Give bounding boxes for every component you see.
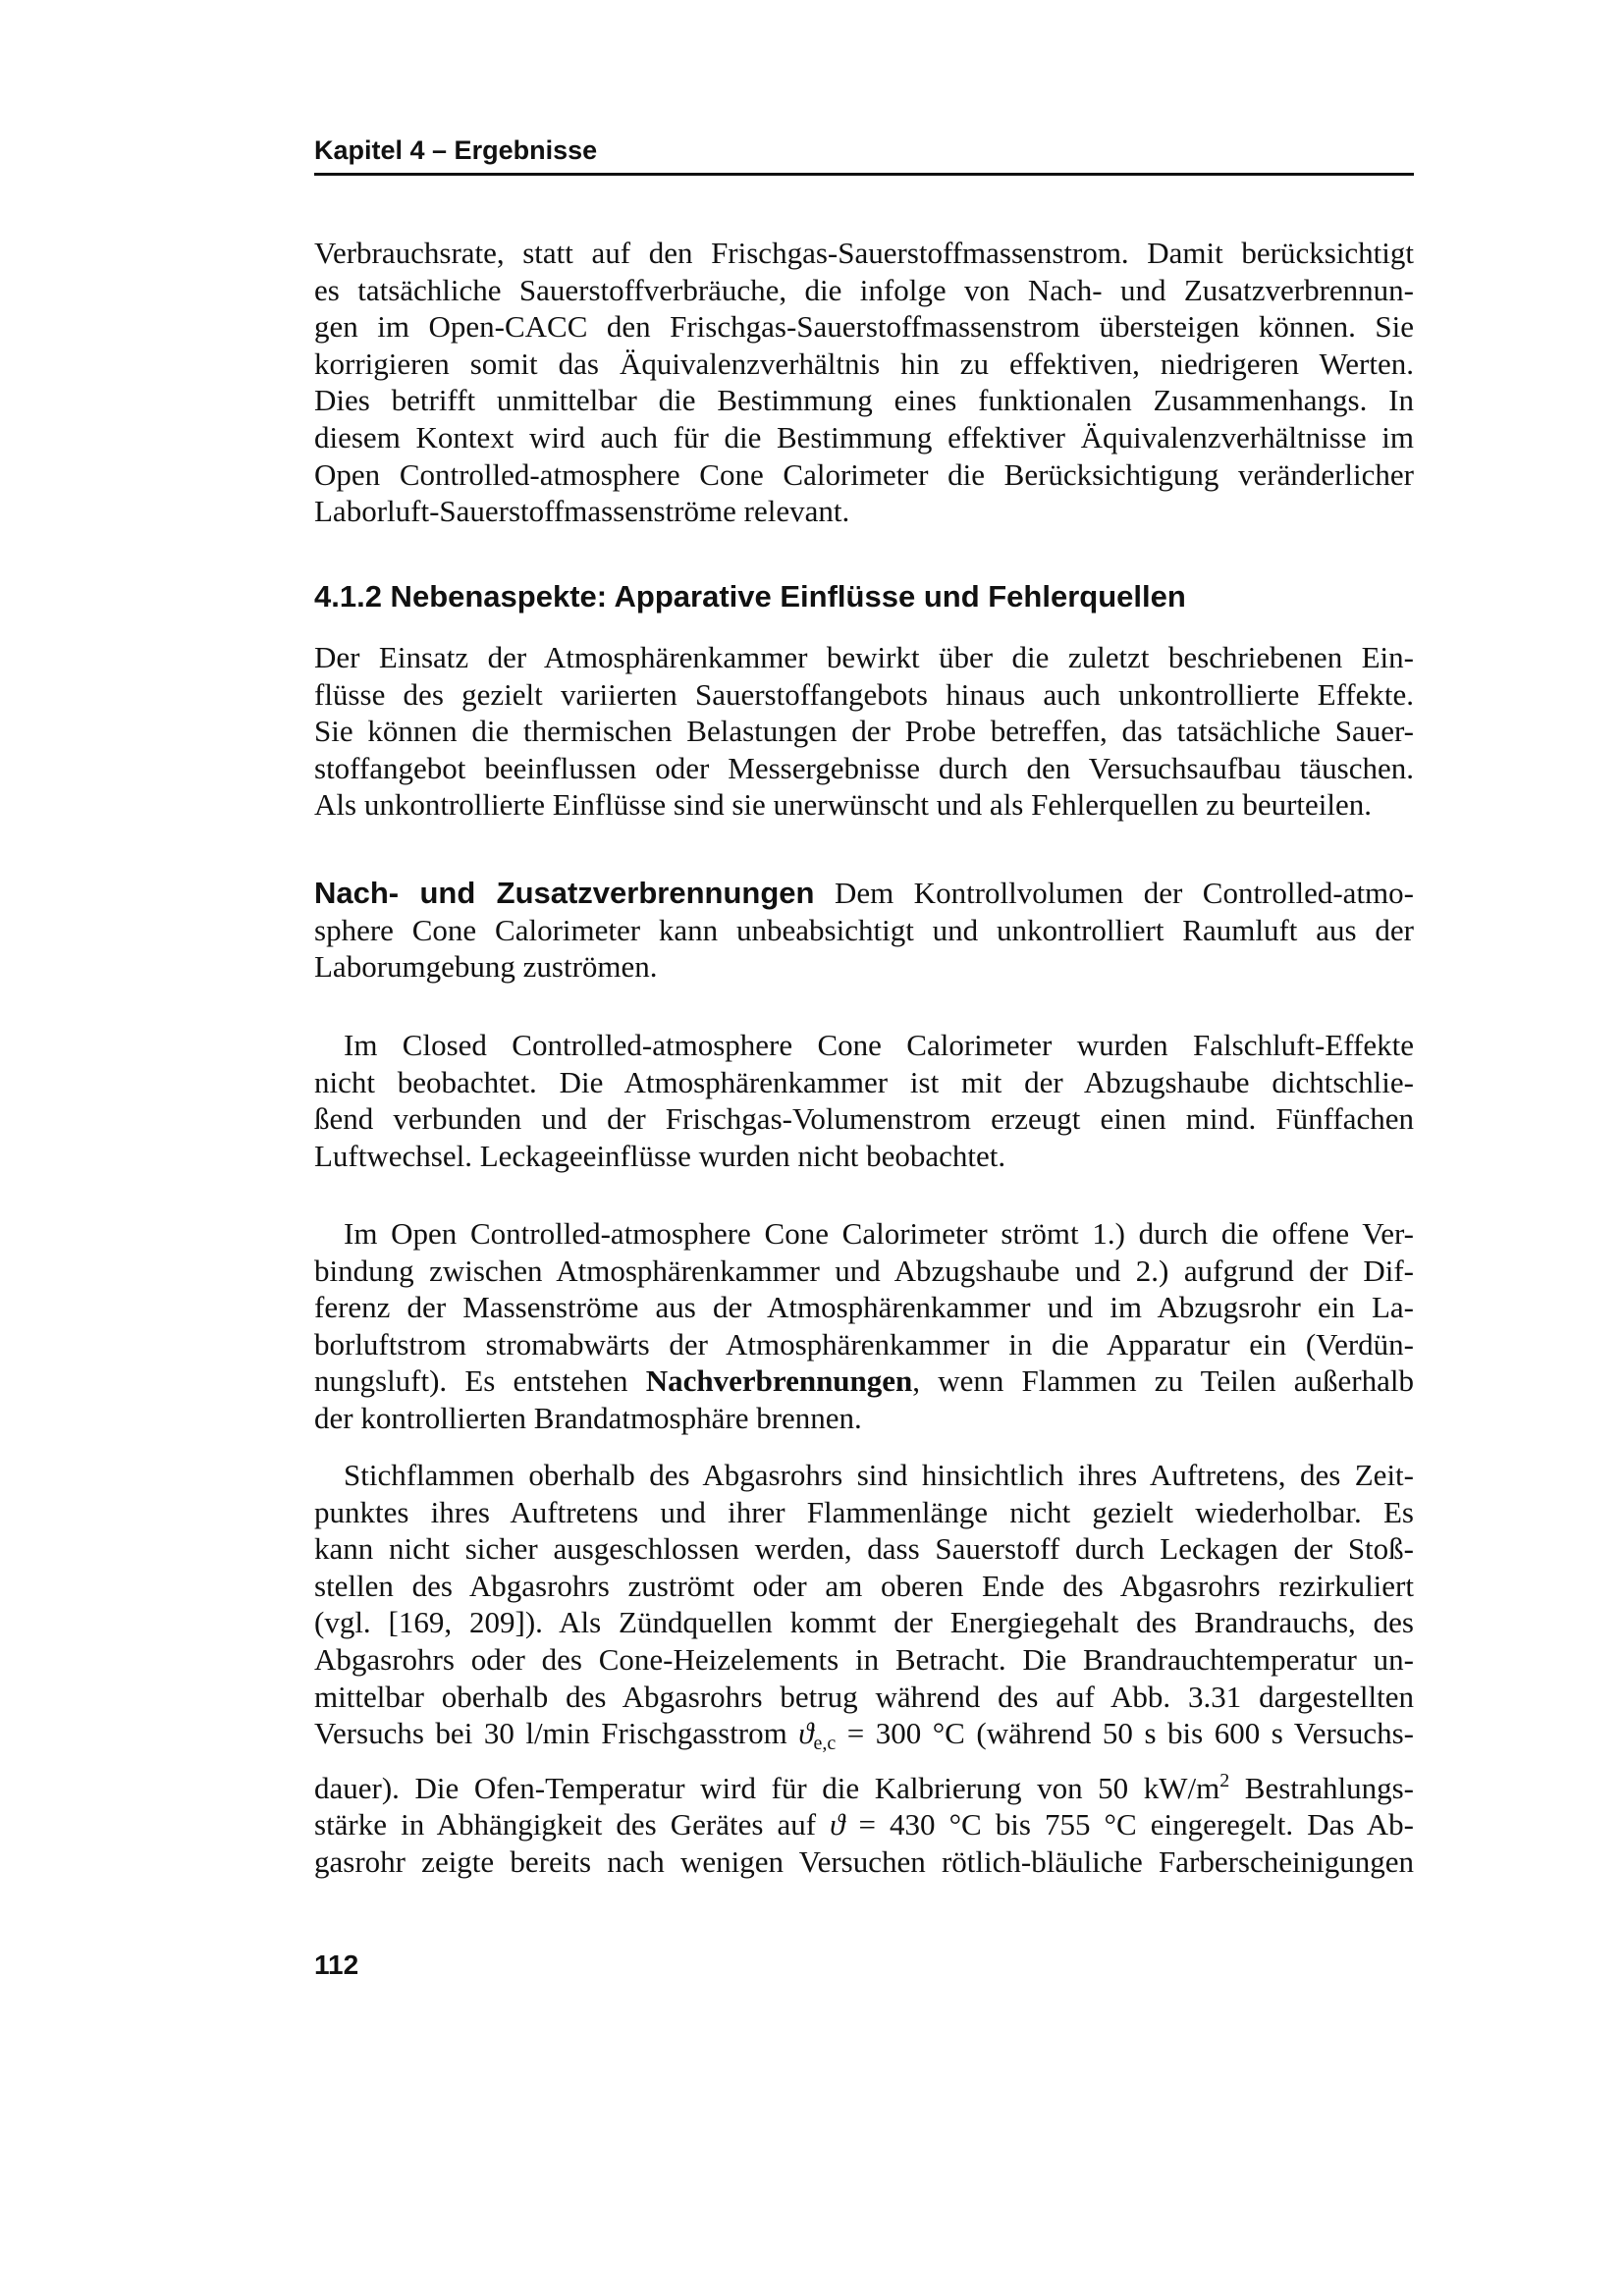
paragraph [314, 235, 1414, 530]
section-heading: 4.1.2 Nebenaspekte: Apparative Einflüsse und Fehlerquellen [314, 579, 1186, 614]
text-segment: dauer). Die Ofen-Temperatur wird für die Kalbrierung von 50 kW/m [314, 1770, 1220, 1805]
text-line: gasrohr zeigte bereits nach wenigen Versuchen rötlich-bläuliche Farberscheinigungen [314, 1843, 1414, 1879]
running-header: Kapitel 4 – Ergebnisse [314, 135, 598, 165]
text-line: sphere Cone Calorimeter kann unbeabsichtigt und unkontrolliert Raumluft aus der [314, 912, 1414, 947]
text-line: Im Closed Controlled-atmosphere Cone Calorimeter wurden Falschluft-Effekte [344, 1028, 1414, 1062]
text-line: Im Open Controlled-atmosphere Cone Calorimeter strömt 1.) durch die offene Ver- [344, 1216, 1414, 1251]
text-segment: nungsluft). Es entstehen [314, 1363, 646, 1399]
page-number: 112 [314, 1949, 359, 1980]
text-line: der kontrollierten Brandatmosphäre brennen. [314, 1400, 862, 1435]
text-segment: ϑ [830, 1807, 845, 1842]
text-segment: stärke in Abhängigkeit des Gerätes auf [314, 1807, 831, 1842]
text-line: Stichflammen oberhalb des Abgasrohrs sind hinsichtlich ihres Auftretens, des Zeit- [344, 1458, 1414, 1492]
text-line: stellen des Abgasrohrs zuströmt oder am oberen Ende des Abgasrohrs rezirkuliert [314, 1568, 1414, 1603]
text-line: kann nicht sicher ausgeschlossen werden, dass Sauerstoff durch Leckagen der Stoß- [314, 1531, 1414, 1567]
text-line: Luftwechsel. Leckageeinflüsse wurden nicht beobachtet. [314, 1138, 1006, 1173]
text-line: diesem Kontext wird auch für die Bestimmung effektiver Äquivalenzverhältnisse im [314, 419, 1414, 454]
text-line: Dies betrifft unmittelbar die Bestimmung eines funktionalen Zusammenhangs. In [314, 383, 1414, 418]
text-line [314, 1715, 1414, 1763]
text-segment: , wenn Flammen zu Teilen außerhalb [912, 1363, 1414, 1399]
text-line: flüsse des gezielt variierten Sauerstoffangebots hinaus auch unkontrollierte Effekte. [314, 676, 1414, 712]
text-line: mittelbar oberhalb des Abgasrohrs betrug während des auf Abb. 3.31 dargestellten [314, 1679, 1414, 1714]
paragraph [314, 1027, 1414, 1174]
text-line: borluftstrom stromabwärts der Atmosphärenkammer in die Apparatur ein (Verdün- [314, 1326, 1414, 1362]
paragraph [314, 875, 1414, 986]
text-line: nicht beobachtet. Die Atmosphärenkammer ist mit der Abzugshaube dichtschlie- [314, 1064, 1414, 1099]
text-line: ferenz der Massenströme aus der Atmosphärenkammer und im Abzugsrohr ein La- [314, 1290, 1414, 1325]
text-segment: Versuchs bei 30 l/min Frischgasstrom [314, 1716, 799, 1751]
run-in-heading: Nach- und Zusatzverbrennungen [314, 876, 815, 910]
text-line: ßend verbunden und der Frischgas-Volumenstrom erzeugt einen mind. Fünffachen [314, 1101, 1414, 1137]
text-line: bindung zwischen Atmosphärenkammer und Abzugshaube und 2.) aufgrund der Dif- [314, 1253, 1414, 1288]
text-segment: Bestrahlungs- [1229, 1770, 1414, 1805]
text-line: Abgasrohrs oder des Cone-Heizelements in Betracht. Die Brandrauchtemperatur un- [314, 1641, 1414, 1677]
text-line: gen im Open-CACC den Frischgas-Sauerstoffmassenstrom übersteigen können. Sie [314, 309, 1414, 345]
text-line: Sie können die thermischen Belastungen der Probe betreffen, das tatsächliche Sauer- [314, 714, 1414, 749]
header-rule [314, 173, 1414, 176]
text-line: Laborluft-Sauerstoffmassenströme relevant. [314, 494, 850, 529]
text-line: stoffangebot beeinflussen oder Messergebnisse durch den Versuchsaufbau täuschen. [314, 750, 1414, 785]
paragraph [314, 639, 1414, 824]
text-segment: = 430 °C bis 755 °C eingeregelt. Das Ab- [844, 1807, 1414, 1842]
bold-term: Nachverbrennungen [645, 1363, 913, 1399]
text-line: (vgl. [169, 209]). Als Zündquellen kommt der Energiegehalt des Brandrauchs, des [314, 1605, 1414, 1640]
text-segment: 2 [1219, 1769, 1230, 1791]
text-line [314, 1362, 1414, 1400]
text-line: korrigieren somit das Äquivalenzverhältnis hin zu effektiven, niedrigeren Werten. [314, 346, 1414, 381]
text-segment: e,c [813, 1733, 837, 1755]
text-line: es tatsächliche Sauerstoffverbräuche, die infolge von Nach- und Zusatzverbrennun- [314, 272, 1414, 307]
text-line: Verbrauchsrate, statt auf den Frischgas-Sauerstoffmassenstrom. Damit berücksichtigt [314, 236, 1414, 270]
text-segment: ϑ [798, 1716, 814, 1751]
text-segment: Dem Kontrollvolumen der Controlled-atmo- [814, 876, 1414, 910]
text-line [314, 1806, 1414, 1843]
text-line [314, 875, 1414, 912]
text-line: Der Einsatz der Atmosphärenkammer bewirkt über die zuletzt beschriebenen Ein- [314, 640, 1414, 674]
text-line: Open Controlled-atmosphere Cone Calorimeter die Berücksichtigung veränderlicher [314, 456, 1414, 492]
text-segment: = 300 °C (während 50 s bis 600 s Versuchs- [836, 1716, 1414, 1751]
text-line [314, 1763, 1414, 1807]
paragraph [314, 1215, 1414, 1437]
paragraph [314, 1457, 1414, 1881]
text-line: Als unkontrollierte Einflüsse sind sie unerwünscht und als Fehlerquellen zu beurteilen. [314, 787, 1373, 823]
text-line: Laborumgebung zuströmen. [314, 949, 658, 985]
text-line: punktes ihres Auftretens und ihrer Flammenlänge nicht gezielt wiederholbar. Es [314, 1494, 1414, 1529]
